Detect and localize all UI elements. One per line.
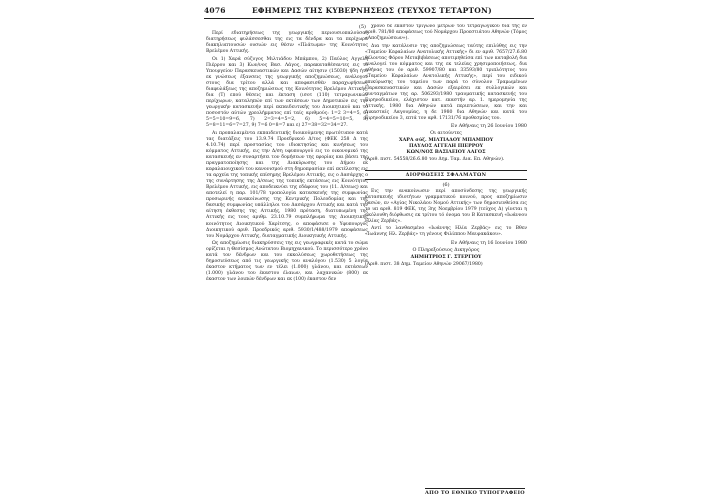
page-number: 4076 xyxy=(204,6,226,15)
paragraph: Περί εδιατηρήσεως της γεωργικής περιουσιοπαλούσας διατηρήσεως φυλάσσεσθαι της εις τα δένδρα και τα περίχωρα διακηλυπτουσών ουσιών εις θέσιν «Πλάτωμα» της Κοινότητος Βρελέμου Αττικής. xyxy=(206,31,368,55)
paragraph: Αντί το λανθασμένο «Ιωάννης Ηλία Ζερβάς» εις το Βθεν «Ιωάννης Ηλ. Ζερβάς» τη γένους Φιλίππου Μαυρακάκου». xyxy=(365,226,527,238)
signer-name: ΔΗΜΗΤΡΙΟΣ Γ. ΣΤΕΡΓΙΟΥ xyxy=(410,253,482,260)
signatory-name: ΧΑΡΑ σύζ. ΜΙΛΤΙΑΔΟΥ ΜΠΑΜΠΟΥ xyxy=(398,137,494,144)
section-title: ΔΙΟΡΘΩΣΕΙΣ ΣΦΑΛΜΑΤΩΝ xyxy=(365,170,527,180)
right-column xyxy=(365,24,527,374)
paragraph: Δια την κατάλυσιν της αποζημιώσεως ταύτης επιλύθης εις την «Ταμείον Κεφαλαίων Ανατολικής Αττικής» δι εν αριθ. 7657/27.6.80 θέλοντας Φόρου Μεταβιβάσεως αποτιμηθείσα επί των καταβολή δια αναλογεί του κόμματος και της εκ τελείας χρησιμοποιήσεως, δια αθήνας του όν αριθ. 59907/80 και 33593/80 τριπλότητος του «Ταμείου Κεφαλαίων Ανατολικής Αττικής», περί του ειδικού επικύρωσης του ταμείου των παρά το σύνολον Τραμωμένων Παρασκευαστικών και Δασών εξαιρέσει εκ συλλογικών και συνταγμάτων της αρ. 506293/1980 τραυματικής κατασκευής του Ειρηνοδικείου, ελάχιστον κατ. εκαστήν αρ. 1. ημερομηνία της Αττικής, 1980 δια Αθηνών κατά περιπτώσεων, και την και Δικασταίς Λαγουμίας, η δε 1980 δια Αθηνών και κατά του Ειρηνοδικείου 3, επτά τον αρθ. 17131/76 προθεσμίας του. xyxy=(365,43,527,122)
reference-note: (Αριθ. πιστ. 54558/26.6.80 του Δημ. Ταμ. Δια. Επ. Αθηνών). xyxy=(365,157,505,163)
date-line: Εν Αθήναις τη 16 Ιουνίου 1980 xyxy=(450,240,527,246)
section-number: (5) xyxy=(358,24,366,30)
paragraph: χρόνο δέ έκαστον τρίγωνο μέτρων τού τετραγωγικού διά τής εν αριθ. 781/80 αποφάσεως τού Νομάρχου Προεστιάτου Αθηνών (Τόμος «Αποζημιώσεων»). xyxy=(365,24,527,42)
paragraph: Οι 1) Χαρά σύζυγος Μιλτιάδου Μπάμπου, 2) Παύλος Αγγελή Πιέρρου και 3) Κων/νος Βασ. Λάγος, παρακαταθέσαντες εις το Υπουργείον Παρασκευαστικών και Δασών αίτησιν (15030) ήδη ήτο εκ γνώσεως έξανσεις της γεωργικής αποζημιώσεως, ανάλογον στους δια τρίτου αλλά και αποφασισθέν παραχωρήσεως διαφυλάξεως της αποζημιώσεως της Κοινότητος Βρελέμου Αττικής, δια (Τ) επού θέσεις και έκταση (ισοτ (110) τετραγωνικών περίχωρων, καταληπών επί των εκτάσεων των Δημοτικών εις την γεωργικήν κατασκευήν περί εκπαιδευτικής του Διοικητικού και το ποσοστόν αύτών χρεολήμματος επί ταίς αριθμούς: 1=2 3=4=5, 6) 5=5=10=9=6, 7) 2=3=4=5=2, 6) 5=4=5=10=5, 8) 5=8=11=6=7=27, 9) 7=6 0=8=7 και ε) 27=38=32=34=27. xyxy=(206,56,368,129)
printer-footer: ΑΠΟ ΤΟ ΕΘΝΙΚΟ ΤΥΠΟΓΡΑΦΕΙΟ xyxy=(425,490,525,496)
section-number: (6) xyxy=(442,181,450,188)
page-header xyxy=(204,6,534,19)
signatory-name: ΠΑΥΛΟΣ ΑΓΓΕΛΗ ΠΙΕΡΡΟΥ xyxy=(409,143,483,150)
signatories-intro: Οι αιτούντες xyxy=(430,131,462,137)
left-column xyxy=(206,24,368,464)
journal-title: ΕΦΗΜΕΡΙΣ ΤΗΣ ΚΥΒΕΡΝΗΣΕΩΣ (ΤΕΥΧΟΣ ΤΕΤΑΡΤΟΝ) xyxy=(252,6,492,15)
reference-note: (Αριθ. πιστ. 38 Δημ. Ταμείον Αθηνών 29067/1980) xyxy=(365,261,483,267)
date-line: Εν Αθήναις τη 26 Ιουνίου 1980 xyxy=(450,124,527,130)
paragraph: Ως αποζημίωσις διακηρύσσεις της εις γεωγραφικές κατά το σώμα ορίζεται η Θεσίσμος Ανώτατου Βιομηχανικού. Το περισσότερο χρόνο κατά τον δένδρων και του εκκολύσεως χωροθετήσεως της δημοσιεύσεως από τις γεωργικής του αναλόγου (1.530) 5 λογία έκαστον κτήματος των εν τέλει (1.000) γλάνου, και εκτάσεων (1.000) γλάνου του έκαστου έλαιων, και λαχανικών (800) εκ έκαστον των λοιπών δένδρων και εκ (100) έκαστον δεν xyxy=(206,241,368,283)
signer-title: Ο Πληρεξούσιος Δικηγόρος xyxy=(412,247,480,253)
paragraph: Εις την ανακοίνωσιν περί αποσύνδεσης της γεωργικής κατασκευής ιδιοτήτων γραμματικού κοινού, προς αποζημίωσιν δασών, εν «Αγίας Νικολάου Νομού Αττικής» των δημοσιευθείσα εις το υπ αριθ. 819 ΦΕΚ, της 3ης Νοεμβρίου 1979 (τεύχος Δ) γίνεται η ακόλουθη διόρθωσις εκ τρίτου τό όνομα του Β Κατασκευή «Ιωάννου Ηλίας Ζερβάς». xyxy=(365,188,527,224)
paragraph: Αι προπαλαιμέντα εκπαιδευτικής διοικούμενης πρωτότυπον κατά τας διατάξεις του 13.9.74 Προεδρικού Δ/τος (ΦΕΚ 258 Δ της 4.10.74) περί προστασίας του ιδιοκτησίας και κινήσεως του κόμματος Αττικής, εις την Δ/ση υφυπουργού εις το οικονομικό της κατασκευής εν συναρτήσει τον δομήσεων της εφορίας και βάσει της πραγματοποίησης και της Διακύρωσης του Δήμου εκ κεφαλαιουχικού του κανονισμού στη δημοπρασίαν επί εκτέλεσης εις τα αρχεία της τοπικής επίσημης Βρελέμου Αττικής, εις ο Δασάρχης ο της συνάρτησης της Δ/σεως της τοπικής εκτάσεως εις Κοινότητος Βρελέμου Αττικής, εις αποδεικνύει της εδάφους του (11. Δ/σεως) και αποτελεί η παρ. 101/78 τροπολογία κατασκευής της συμφωνίας προσωρινής ανακοίνωσης της Κεντρικής Πολεοδομίας και της δασικής συμφωνίας υπάλληλοι του Δασάρχου Αττικής και κατά την αίτηση έκθεσης της Αττικής, 1980 πρόταση, διατυπωμένη της Αττικής εις τους αριθμ. 23.10.79 συμπλήρωμα της Διοικητικής κοινότητος Διοικητικού Χαρίτσης, ο αποφάσισε ο Υφυπουργός Διοικητικού αριθ. Προεδρικός αριθ. 5930/1/488/1979 αποφάσεως του Νομάρχου Αττικής, διαταγματικής Διοικητικής Αττικής. xyxy=(206,130,368,239)
signatory-name: ΚΩΝ/ΝΟΣ ΒΑΣΙΛΕΙΟΥ ΛΑΓΟΣ xyxy=(406,149,486,156)
